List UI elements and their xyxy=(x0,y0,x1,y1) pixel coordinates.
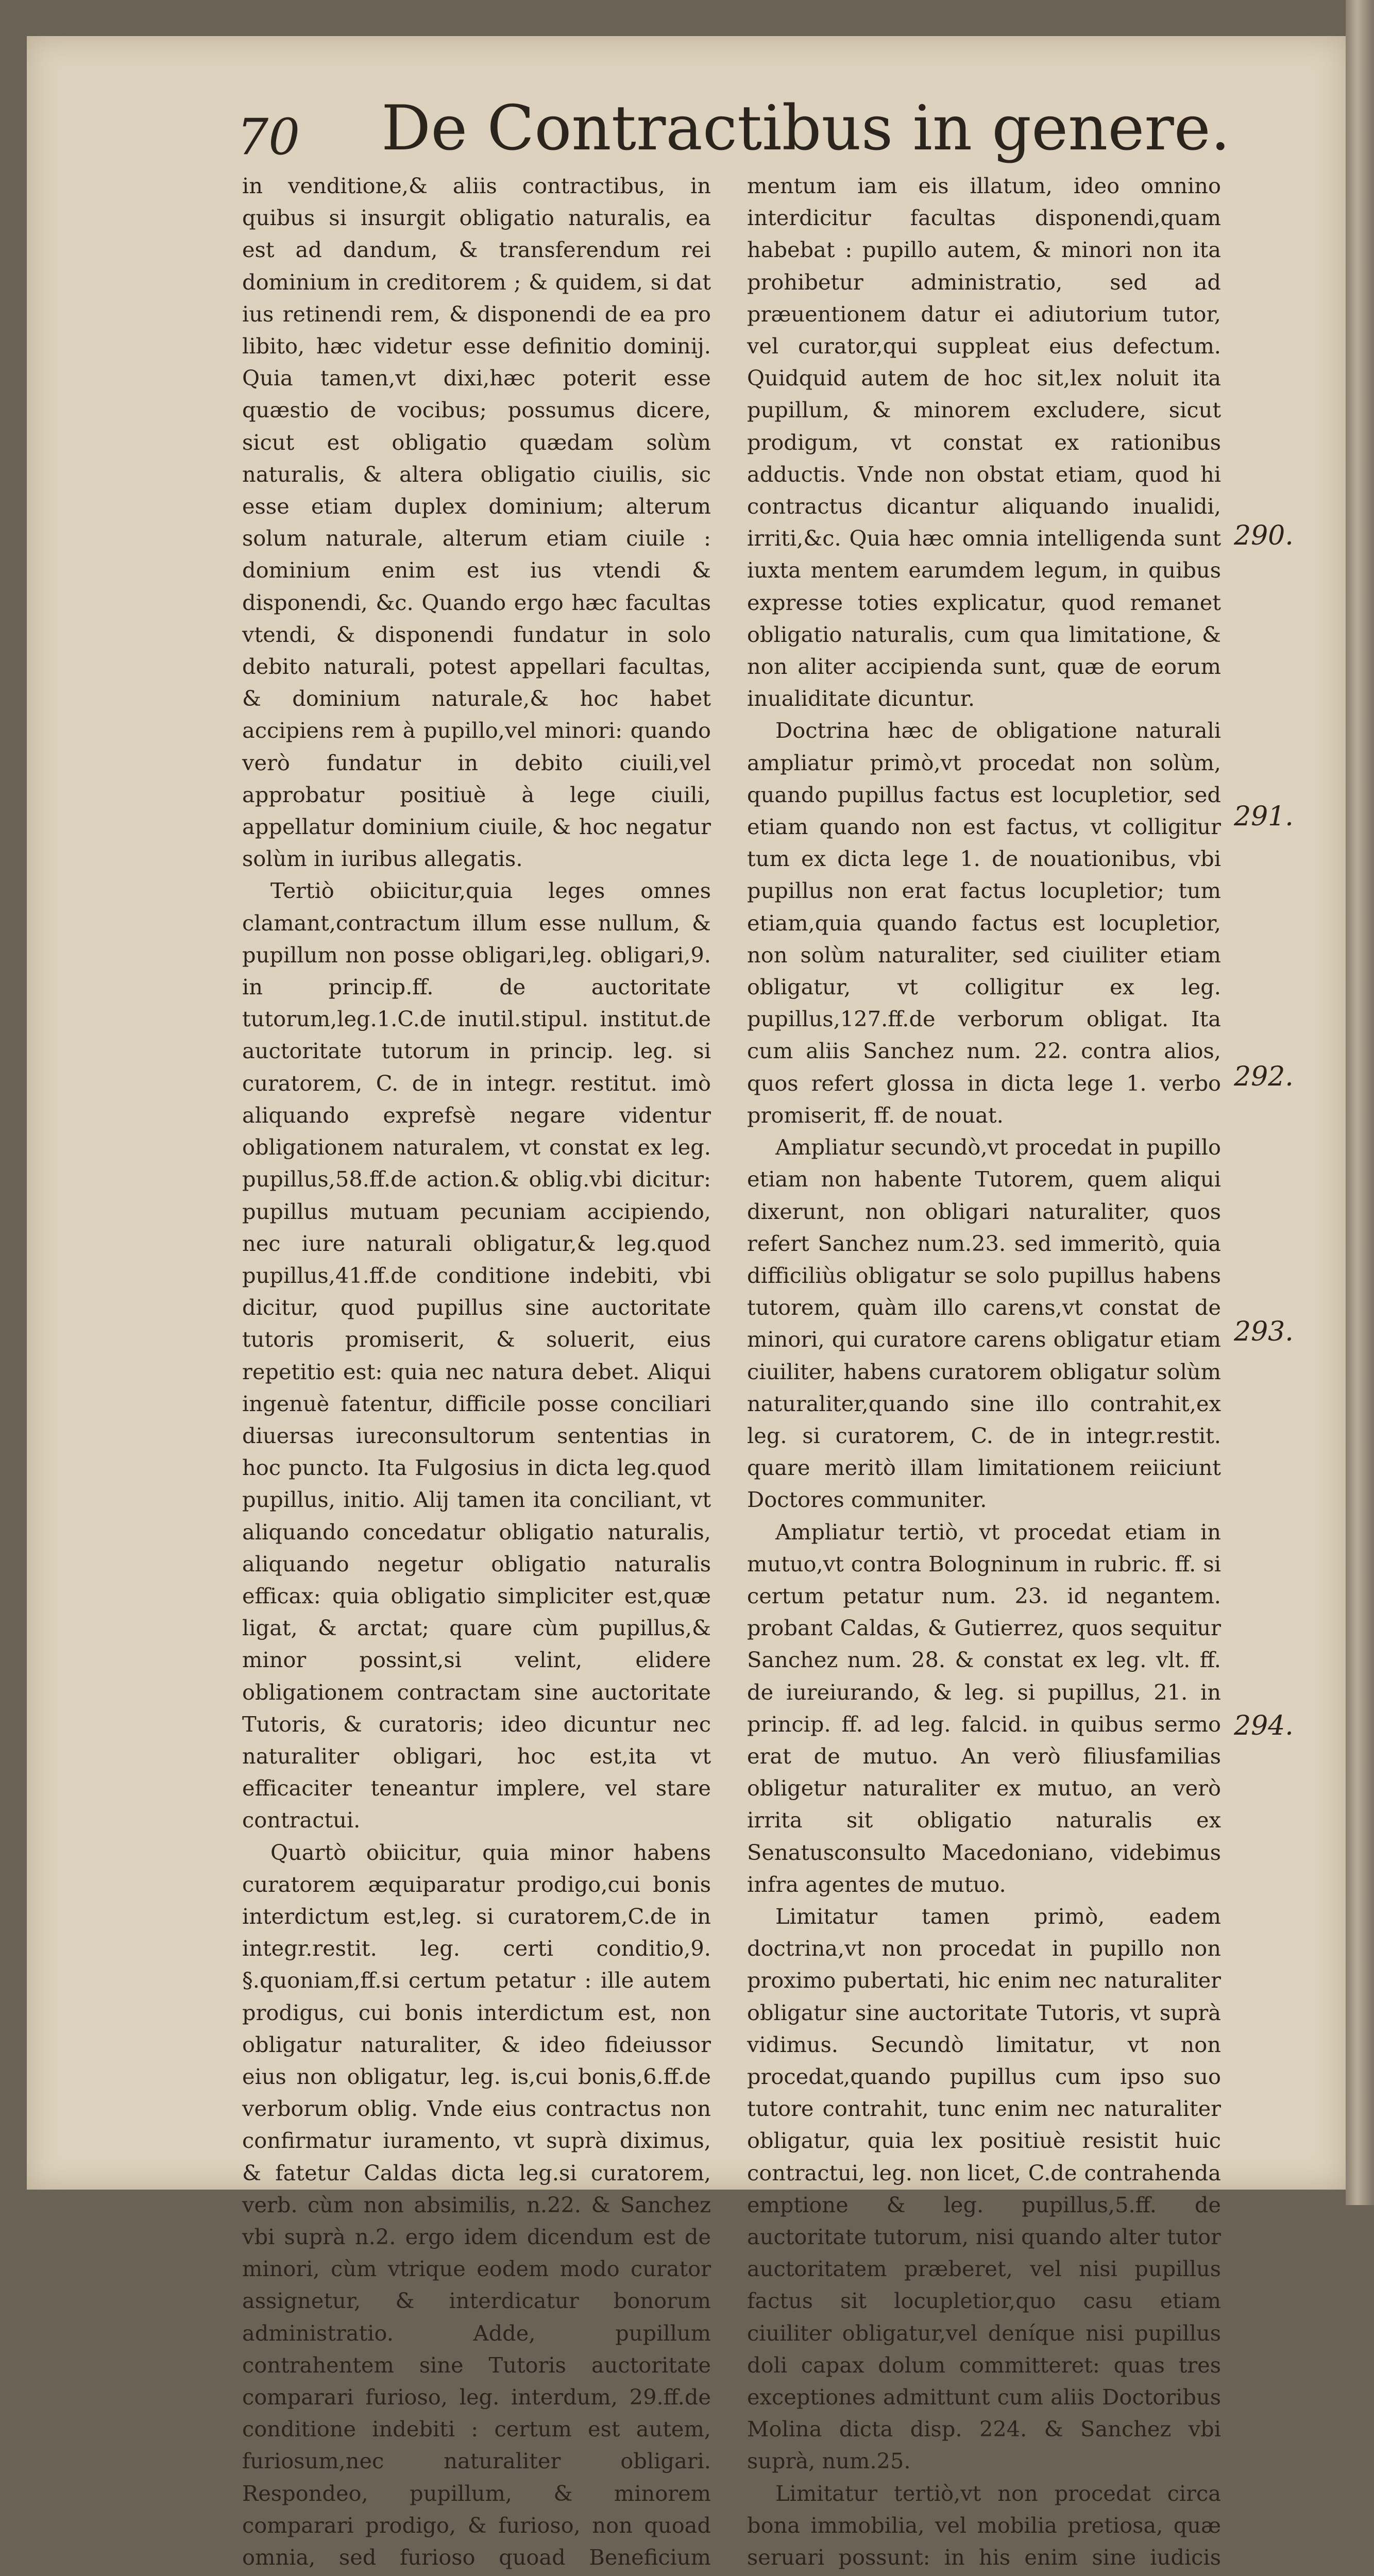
left-text-column xyxy=(242,170,711,2576)
book-binding-edge xyxy=(1346,0,1374,2205)
paragraph: Limitatur tertiò,vt non procedat circa bona immobilia, vel mobilia pretiosa, quæ seruari possunt: in his enim sine iudicis xyxy=(747,2480,1221,2570)
margin-number: 294. xyxy=(1234,1710,1294,1741)
margin-number: 290. xyxy=(1234,520,1294,551)
paragraph: Limitatur tamen primò, eadem doctrina,vt non procedat in pupillo non proximo pubertati, hic enim nec naturaliter obligatur sine auctoritate Tutoris, vt suprà vidimus. Secundò limitatur, vt non procedat,quando pupillus cum ipso suo tutore contrahit, tunc enim nec naturaliter obligatur, quia lex positiuè resistit huic contractui, leg. non licet, C.de contrahenda emptione & leg. pupillus,5.ff. de auctoritate tutorum, nisi quando alter tutor auctoritatem præberet, vel nisi pupillus factus sit locupletior,quo casu etiam ciuiliter obligatur,vel deníque nisi pupillus doli capax dolum committeret: quas tres exceptiones admittunt cum aliis Doctoribus Molina dicta disp. 224. & Sanchez vbi suprà, num.25. xyxy=(747,1903,1221,2474)
page-header xyxy=(237,62,1230,166)
paragraph: Doctrina hæc de obligatione naturali ampliatur primò,vt procedat non solùm, quando pupillus factus est locupletior, sed etiam quando non est factus, vt colligitur tum ex dicta lege 1. de nouationibus, vbi pupillus non erat factus locupletior; tum etiam,quia quando factus est locupletior, non solùm naturaliter, sed ciuiliter etiam obligatur, vt colligitur ex leg. pupillus,127.ff.de verborum obligat. Ita cum aliis Sanchez num. 22. contra alios, quos refert glossa in dicta lege 1. verbo promiserit, ff. de nouat. xyxy=(747,718,1221,1128)
paragraph: in venditione,& aliis contractibus, in quibus si insurgit obligatio naturalis, ea est ad dandum, & transferendum rei dominium in creditorem ; & quidem, si dat ius retinendi rem, & disponendi de ea pro libito, hæc videtur esse definitio dominij. Quia tamen,vt dixi,hæc poterit esse quæstio de vocibus; possumus dicere, sicut est obligatio quædam solùm naturalis, & altera obligatio ciuilis, sic esse etiam duplex dominium; alterum solum naturale, alterum etiam ciuile : dominium enim est ius vtendi & disponendi, &c. Quando ergo hæc facultas vtendi, & disponendi fundatur in solo debito naturali, potest appellari facultas, & dominium naturale,& hoc habet accipiens rem à pupillo,vel minori: quando verò fundatur in debito ciuili,vel approbatur positiuè à lege ciuili, appellatur dominium ciuile, & hoc negatur solùm in iuribus allegatis. xyxy=(242,173,711,872)
paragraph: Quartò obiicitur, quia minor habens curatorem æquiparatur prodigo,cui bonis interdictum est,leg. si curatorem,C.de in integr.restit. leg. certi conditio,9. §.quoniam,ff.si certum petatur : ille autem prodigus, cui bonis interdictum est, non obligatur naturaliter, & ideo fideiussor eius non obligatur, leg. is,cui bonis,6.ff.de verborum oblig. Vnde eius contractus non confirmatur iuramento, vt suprà diximus, & fatetur Caldas dicta leg.si curatorem, verb. cùm non absimilis, n.22. & Sanchez vbi suprà n.2. ergo idem dicendum est de minori, cùm vtrique eodem modo curator assignetur, & interdicatur bonorum administratio. Adde, pupillum contrahentem sine Tutoris auctoritate comparari furioso, leg. interdum, 29.ff.de conditione indebiti : certum est autem, furiosum,nec naturaliter obligari. Respondeo, pupillum, & minorem comparari prodigo, & furioso, non quoad omnia, sed furioso quoad Beneficium xyxy=(242,1839,711,2570)
margin-number: 291. xyxy=(1234,801,1294,832)
paragraph: Tertiò obiicitur,quia leges omnes clamant,contractum illum esse nullum, & pupillum non posse obligari,leg. obligari,9. in princip.ff. de auctoritate tutorum,leg.1.C.de inutil.stipul. institut.de auctoritate tutorum in princip. leg. si curatorem, C. de in integr. restitut. imò aliquando exprefsè negare videntur obligationem naturalem, vt constat ex leg. pupillus,58.ff.de action.& oblig.vbi dicitur: pupillus mutuam pecuniam accipiendo, nec iure naturali obligatur,& leg.quod pupillus,41.ff.de conditione indebiti, vbi dicitur, quod pupillus sine auctoritate tutoris promiserit, & soluerit, eius repetitio est: quia nec natura debet. Aliqui ingenuè fatentur, difficile posse conciliari diuersas iureconsultorum sententias in hoc puncto. Ita Fulgosius in dicta leg.quod pupillus, initio. Alij tamen ita conciliant, vt aliquando concedatur obligatio naturalis, aliquando negetur obligatio naturalis efficax: quia obligatio simpliciter est,quæ ligat, & arctat; quare cùm pupillus,& minor possint,si velint, elidere obligationem contractam sine auctoritate Tutoris, & curatoris; ideo dicuntur nec naturaliter obligari, hoc est,ita vt efficaciter teneantur implere, vel stare contractui. xyxy=(242,878,711,1833)
page-number: 70 xyxy=(237,108,300,166)
margin-number: 293. xyxy=(1234,1316,1294,1347)
margin-number: 292. xyxy=(1234,1061,1294,1092)
right-text-column xyxy=(747,170,1221,2576)
paragraph: Ampliatur secundò,vt procedat in pupillo etiam non habente Tutorem, quem aliqui dixerunt, non obligari naturaliter, quos refert Sanchez num.23. sed immeritò, quia difficiliùs obligatur se solo pupillus habens tutorem, quàm illo carens,vt constat de minori, qui curatore carens obligatur etiam ciuiliter, habens curatorem obligatur solùm naturaliter,quando sine illo contrahit,ex leg. si curatorem, C. de in integr.restit. quare meritò illam limitationem reiiciunt Doctores communiter. xyxy=(747,1134,1221,1513)
paragraph: mentum iam eis illatum, ideo omnino interdicitur facultas disponendi,quam habebat : pupillo autem, & minori non ita prohibetur administratio, sed ad præuentionem datur ei adiutorium tutor, vel curator,qui suppleat eius defectum. Quidquid autem de hoc sit,lex noluit ita pupillum, & minorem excludere, sicut prodigum, vt constat ex rationibus adductis. Vnde non obstat etiam, quod hi contractus dicantur aliquando inualidi, irriti,&c. Quia hæc omnia intelligenda sunt iuxta mentem earumdem legum, in quibus expresse toties explicatur, quod remanet obligatio naturalis, cum qua limitatione, & non aliter accipienda sunt, quæ de eorum inualiditate dicuntur. xyxy=(747,173,1221,711)
paragraph: Ampliatur tertiò, vt procedat etiam in mutuo,vt contra Bologninum in rubric. ff. si certum petatur num. 23. id negantem. probant Caldas, & Gutierrez, quos sequitur Sanchez num. 28. & constat ex leg. vlt. ff. de iureiurando, & leg. si pupillus, 21. in princip. ff. ad leg. falcid. in quibus sermo erat de mutuo. An verò filiusfamilias obligetur naturaliter ex mutuo, an verò irrita sit obligatio naturalis ex Senatusconsulto Macedoniano, videbimus infra agentes de mutuo. xyxy=(747,1519,1221,1897)
running-title: De Contractibus in genere. xyxy=(381,93,1230,164)
